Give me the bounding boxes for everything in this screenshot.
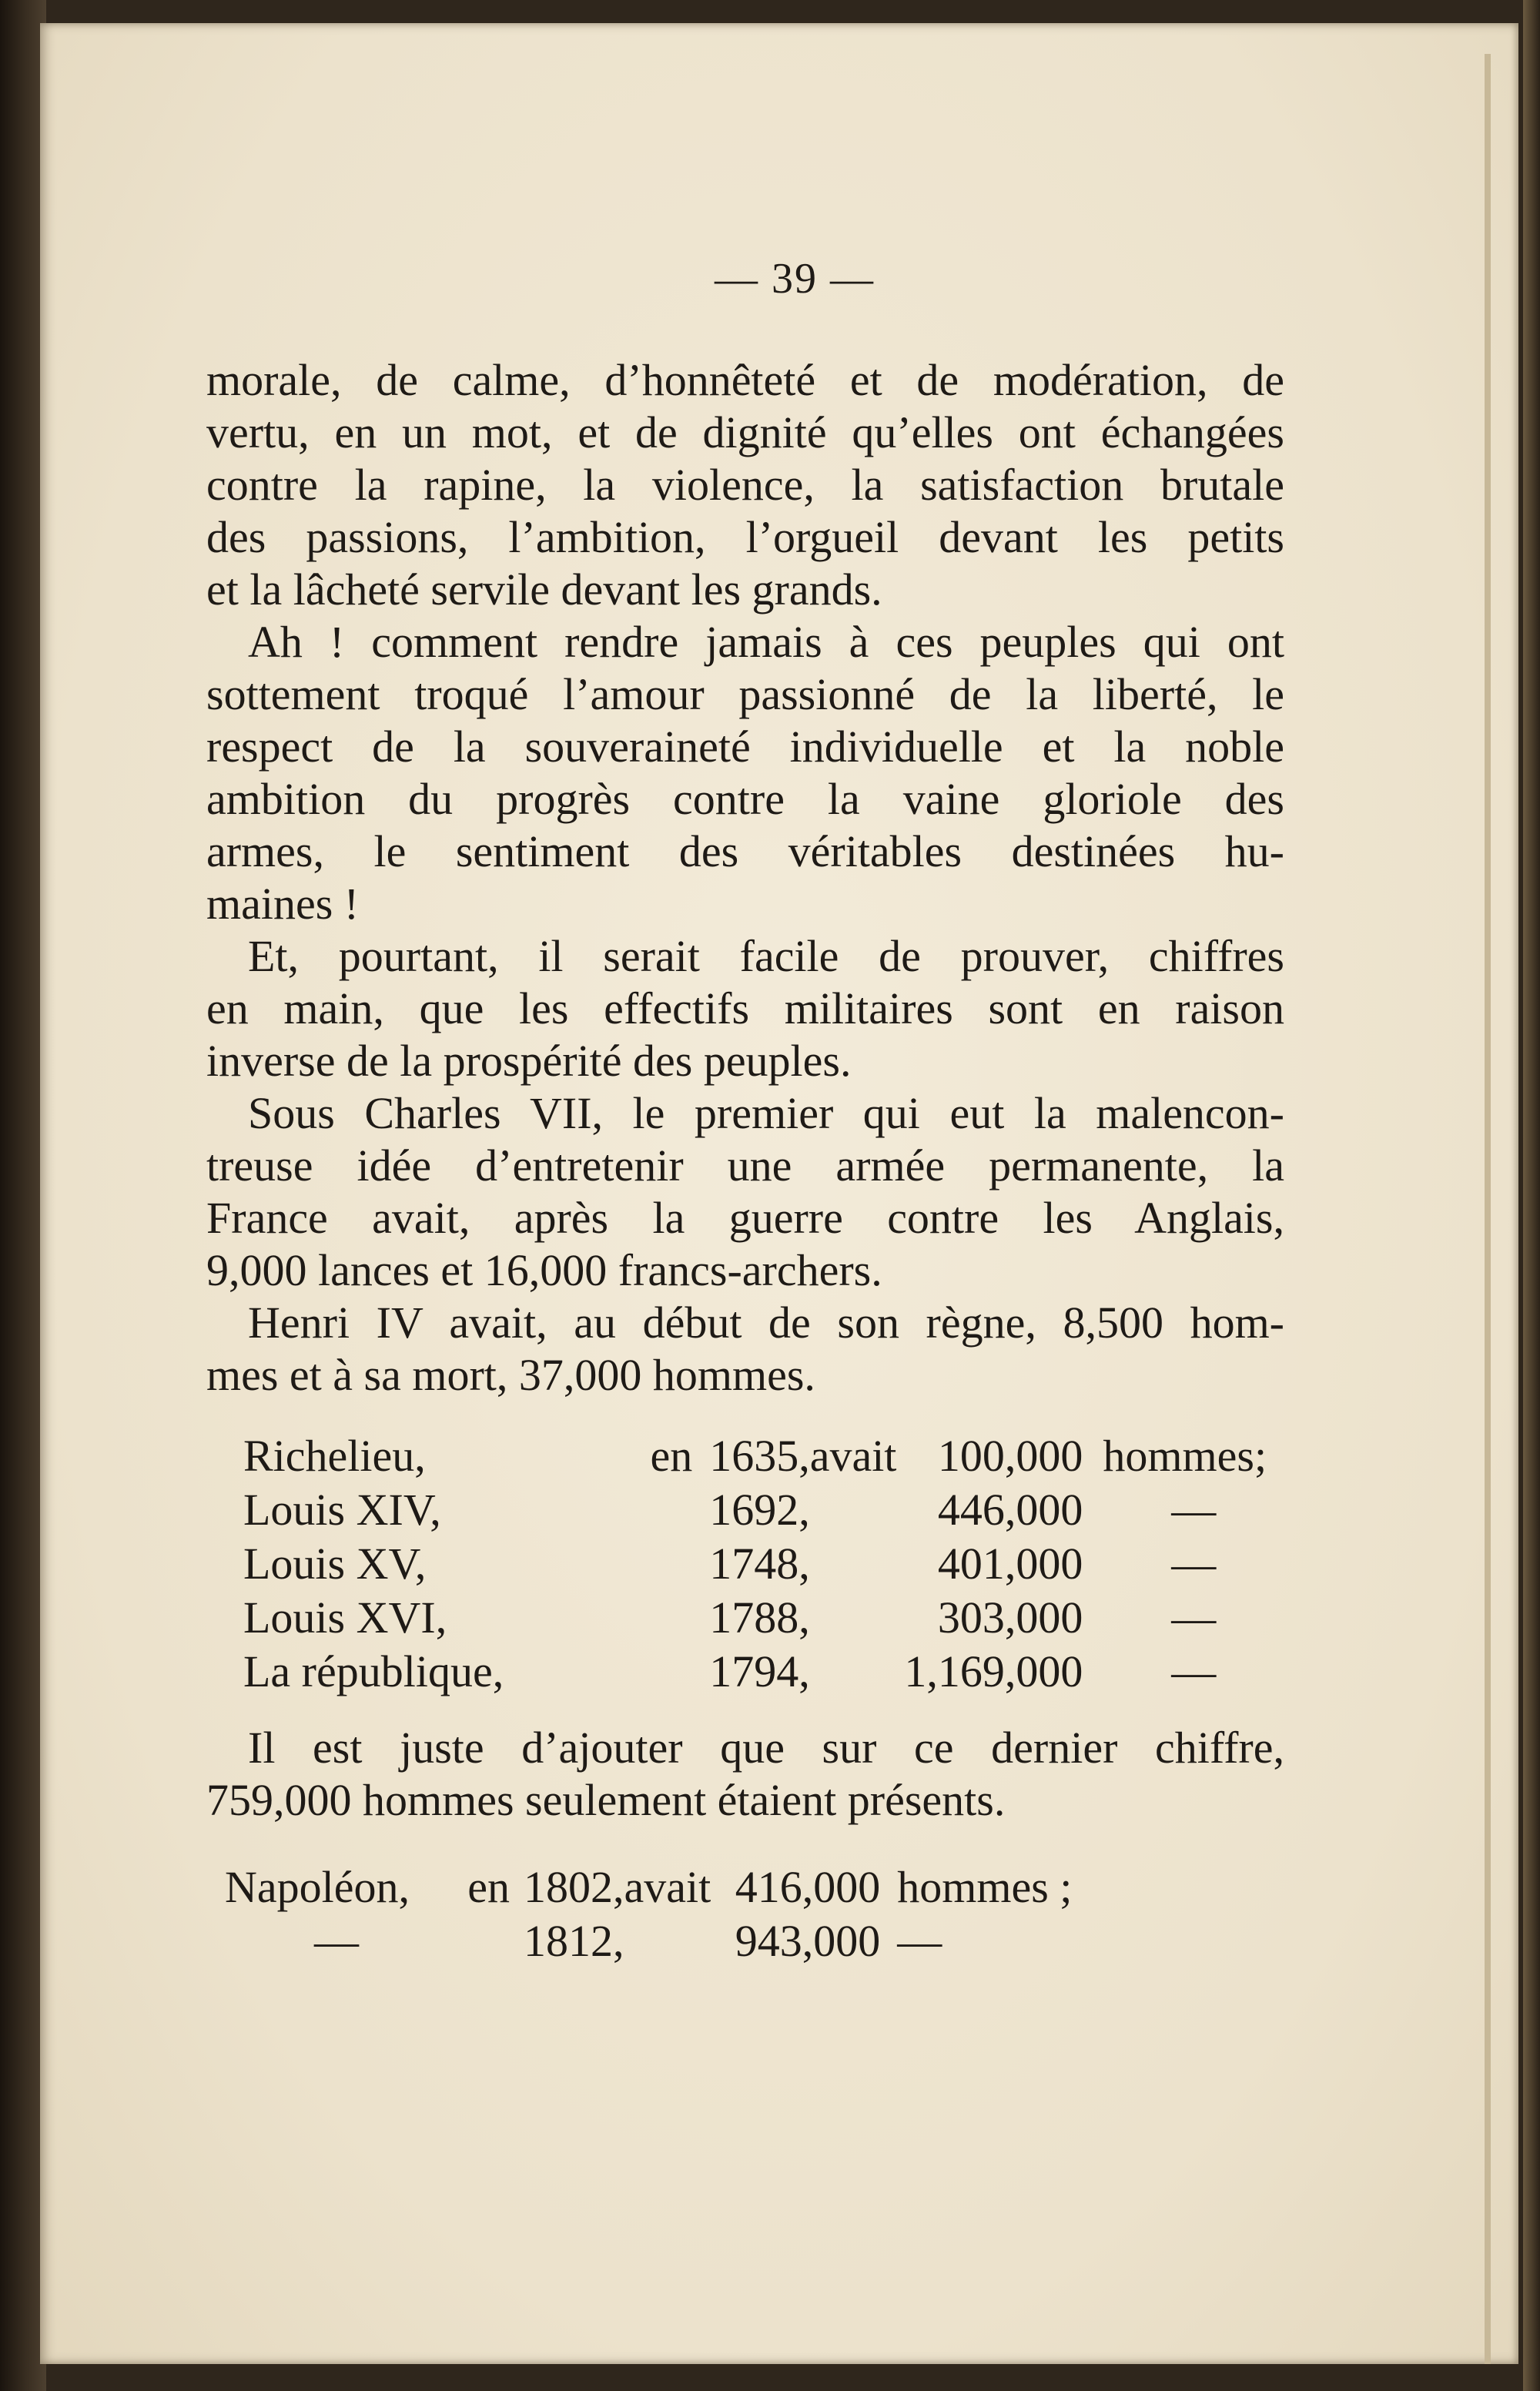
- page-number: — 39 —: [715, 255, 875, 303]
- ruler-unit: hommes;: [1103, 1431, 1267, 1481]
- paragraph-6: [206, 1722, 1284, 1827]
- ruler-prep: en: [467, 1862, 510, 1912]
- ruler-unit: —: [1171, 1646, 1217, 1696]
- ruler-name: Louis XVI,: [243, 1592, 447, 1643]
- ruler-count: 1,169,000: [904, 1646, 1083, 1696]
- book-binding-left: [0, 0, 46, 2391]
- ruler-name: Louis XIV,: [243, 1485, 441, 1535]
- ruler-count: 401,000: [937, 1539, 1083, 1589]
- table-row: [243, 1483, 1284, 1537]
- text-line: contre la rapine, la violence, la satisfaction brutale: [206, 460, 1284, 510]
- text-line: sottement troqué l’amour passionné de la liberté, le: [206, 669, 1284, 719]
- ruler-prep: [448, 1914, 524, 1968]
- ruler-unit: —: [1171, 1592, 1217, 1643]
- page-edge: [1485, 54, 1491, 2364]
- text-line: Et, pourtant, il serait facile de prouver, chiffres: [248, 931, 1284, 981]
- ruler-verb: [810, 1483, 905, 1537]
- ruler-name: Louis XV,: [243, 1539, 427, 1589]
- ruler-verb: avait: [624, 1862, 711, 1912]
- text-line: vertu, en un mot, et de dignité qu’elles ont échangées: [206, 407, 1284, 457]
- ruler-verb: avait: [809, 1431, 897, 1481]
- ruler-verb: [624, 1914, 719, 1968]
- ruler-name: Richelieu,: [243, 1431, 426, 1481]
- ruler-count: 446,000: [937, 1485, 1083, 1535]
- text-line: ambition du progrès contre la vaine gloriole des: [206, 774, 1284, 824]
- ruler-unit: —: [1171, 1485, 1217, 1535]
- text-line: armes, le sentiment des véritables destinées hu-: [206, 826, 1284, 876]
- text-line: Ah ! comment rendre jamais à ces peuples qui ont: [248, 617, 1284, 667]
- text-line: mes et à sa mort, 37,000 hommes.: [206, 1350, 815, 1400]
- table-row: [225, 1914, 1082, 1968]
- ruler-year: 1748,: [709, 1539, 810, 1589]
- ruler-prep: [524, 1591, 709, 1645]
- army-strength-table: [243, 1429, 1284, 1699]
- text-line: maines !: [206, 879, 360, 929]
- table-row: [243, 1429, 1284, 1483]
- text-line: des passions, l’ambition, l’orgueil devant les petits: [206, 512, 1284, 562]
- page-text: [206, 354, 1284, 1968]
- ruler-count: 416,000: [735, 1862, 881, 1912]
- ruler-prep: en: [650, 1431, 693, 1481]
- text-line: et la lâcheté servile devant les grands.: [206, 564, 882, 614]
- ruler-name: —: [314, 1916, 359, 1966]
- paragraph-5: [206, 1297, 1284, 1401]
- text-line: en main, que les effectifs militaires sont en raison: [206, 983, 1284, 1033]
- ruler-year: 1802,: [524, 1862, 624, 1912]
- table-row: [243, 1591, 1284, 1645]
- ruler-year: 1812,: [524, 1916, 624, 1966]
- text-line: 759,000 hommes seulement étaient présents.: [206, 1775, 1006, 1825]
- napoleon-table: [225, 1860, 1082, 1968]
- ruler-prep: [524, 1645, 709, 1699]
- ruler-year: 1788,: [709, 1592, 810, 1643]
- paragraph-1: [206, 354, 1284, 616]
- ruler-unit: —: [897, 1916, 942, 1966]
- ruler-count: 100,000: [937, 1431, 1083, 1481]
- ruler-count: 303,000: [937, 1592, 1083, 1643]
- ruler-name: Napoléon,: [225, 1862, 410, 1912]
- ruler-year: 1635,: [709, 1431, 810, 1481]
- text-line: Henri IV avait, au début de son règne, 8,500 hom-: [248, 1298, 1284, 1348]
- paragraph-4: [206, 1087, 1284, 1297]
- text-line: 9,000 lances et 16,000 francs-archers.: [206, 1245, 882, 1295]
- ruler-verb: [810, 1591, 905, 1645]
- paragraph-3: [206, 930, 1284, 1087]
- text-line: treuse idée d’entretenir une armée permanente, la: [206, 1140, 1284, 1190]
- text-line: Sous Charles VII, le premier qui eut la malencon-: [248, 1088, 1284, 1138]
- ruler-year: 1794,: [709, 1646, 810, 1696]
- table-row: [243, 1645, 1284, 1699]
- ruler-unit: hommes ;: [897, 1862, 1073, 1912]
- book-binding-right: [1523, 0, 1540, 2391]
- text-line: France avait, après la guerre contre les Anglais,: [206, 1193, 1284, 1243]
- ruler-prep: [524, 1537, 709, 1591]
- table-row: [243, 1537, 1284, 1591]
- text-line: respect de la souveraineté individuelle et la noble: [206, 722, 1284, 772]
- text-line: Il est juste d’ajouter que sur ce dernier chiffre,: [248, 1723, 1284, 1773]
- ruler-verb: [810, 1645, 905, 1699]
- ruler-name: La république,: [243, 1646, 504, 1696]
- text-line: morale, de calme, d’honnêteté et de modération, de: [206, 355, 1284, 405]
- book-page: [40, 23, 1518, 2364]
- text-line: inverse de la prospérité des peuples.: [206, 1036, 852, 1086]
- ruler-verb: [810, 1537, 905, 1591]
- ruler-count: 943,000: [735, 1916, 881, 1966]
- ruler-unit: —: [1171, 1539, 1217, 1589]
- paragraph-2: [206, 616, 1284, 930]
- ruler-prep: [524, 1483, 709, 1537]
- ruler-year: 1692,: [709, 1485, 810, 1535]
- table-row: [225, 1860, 1082, 1914]
